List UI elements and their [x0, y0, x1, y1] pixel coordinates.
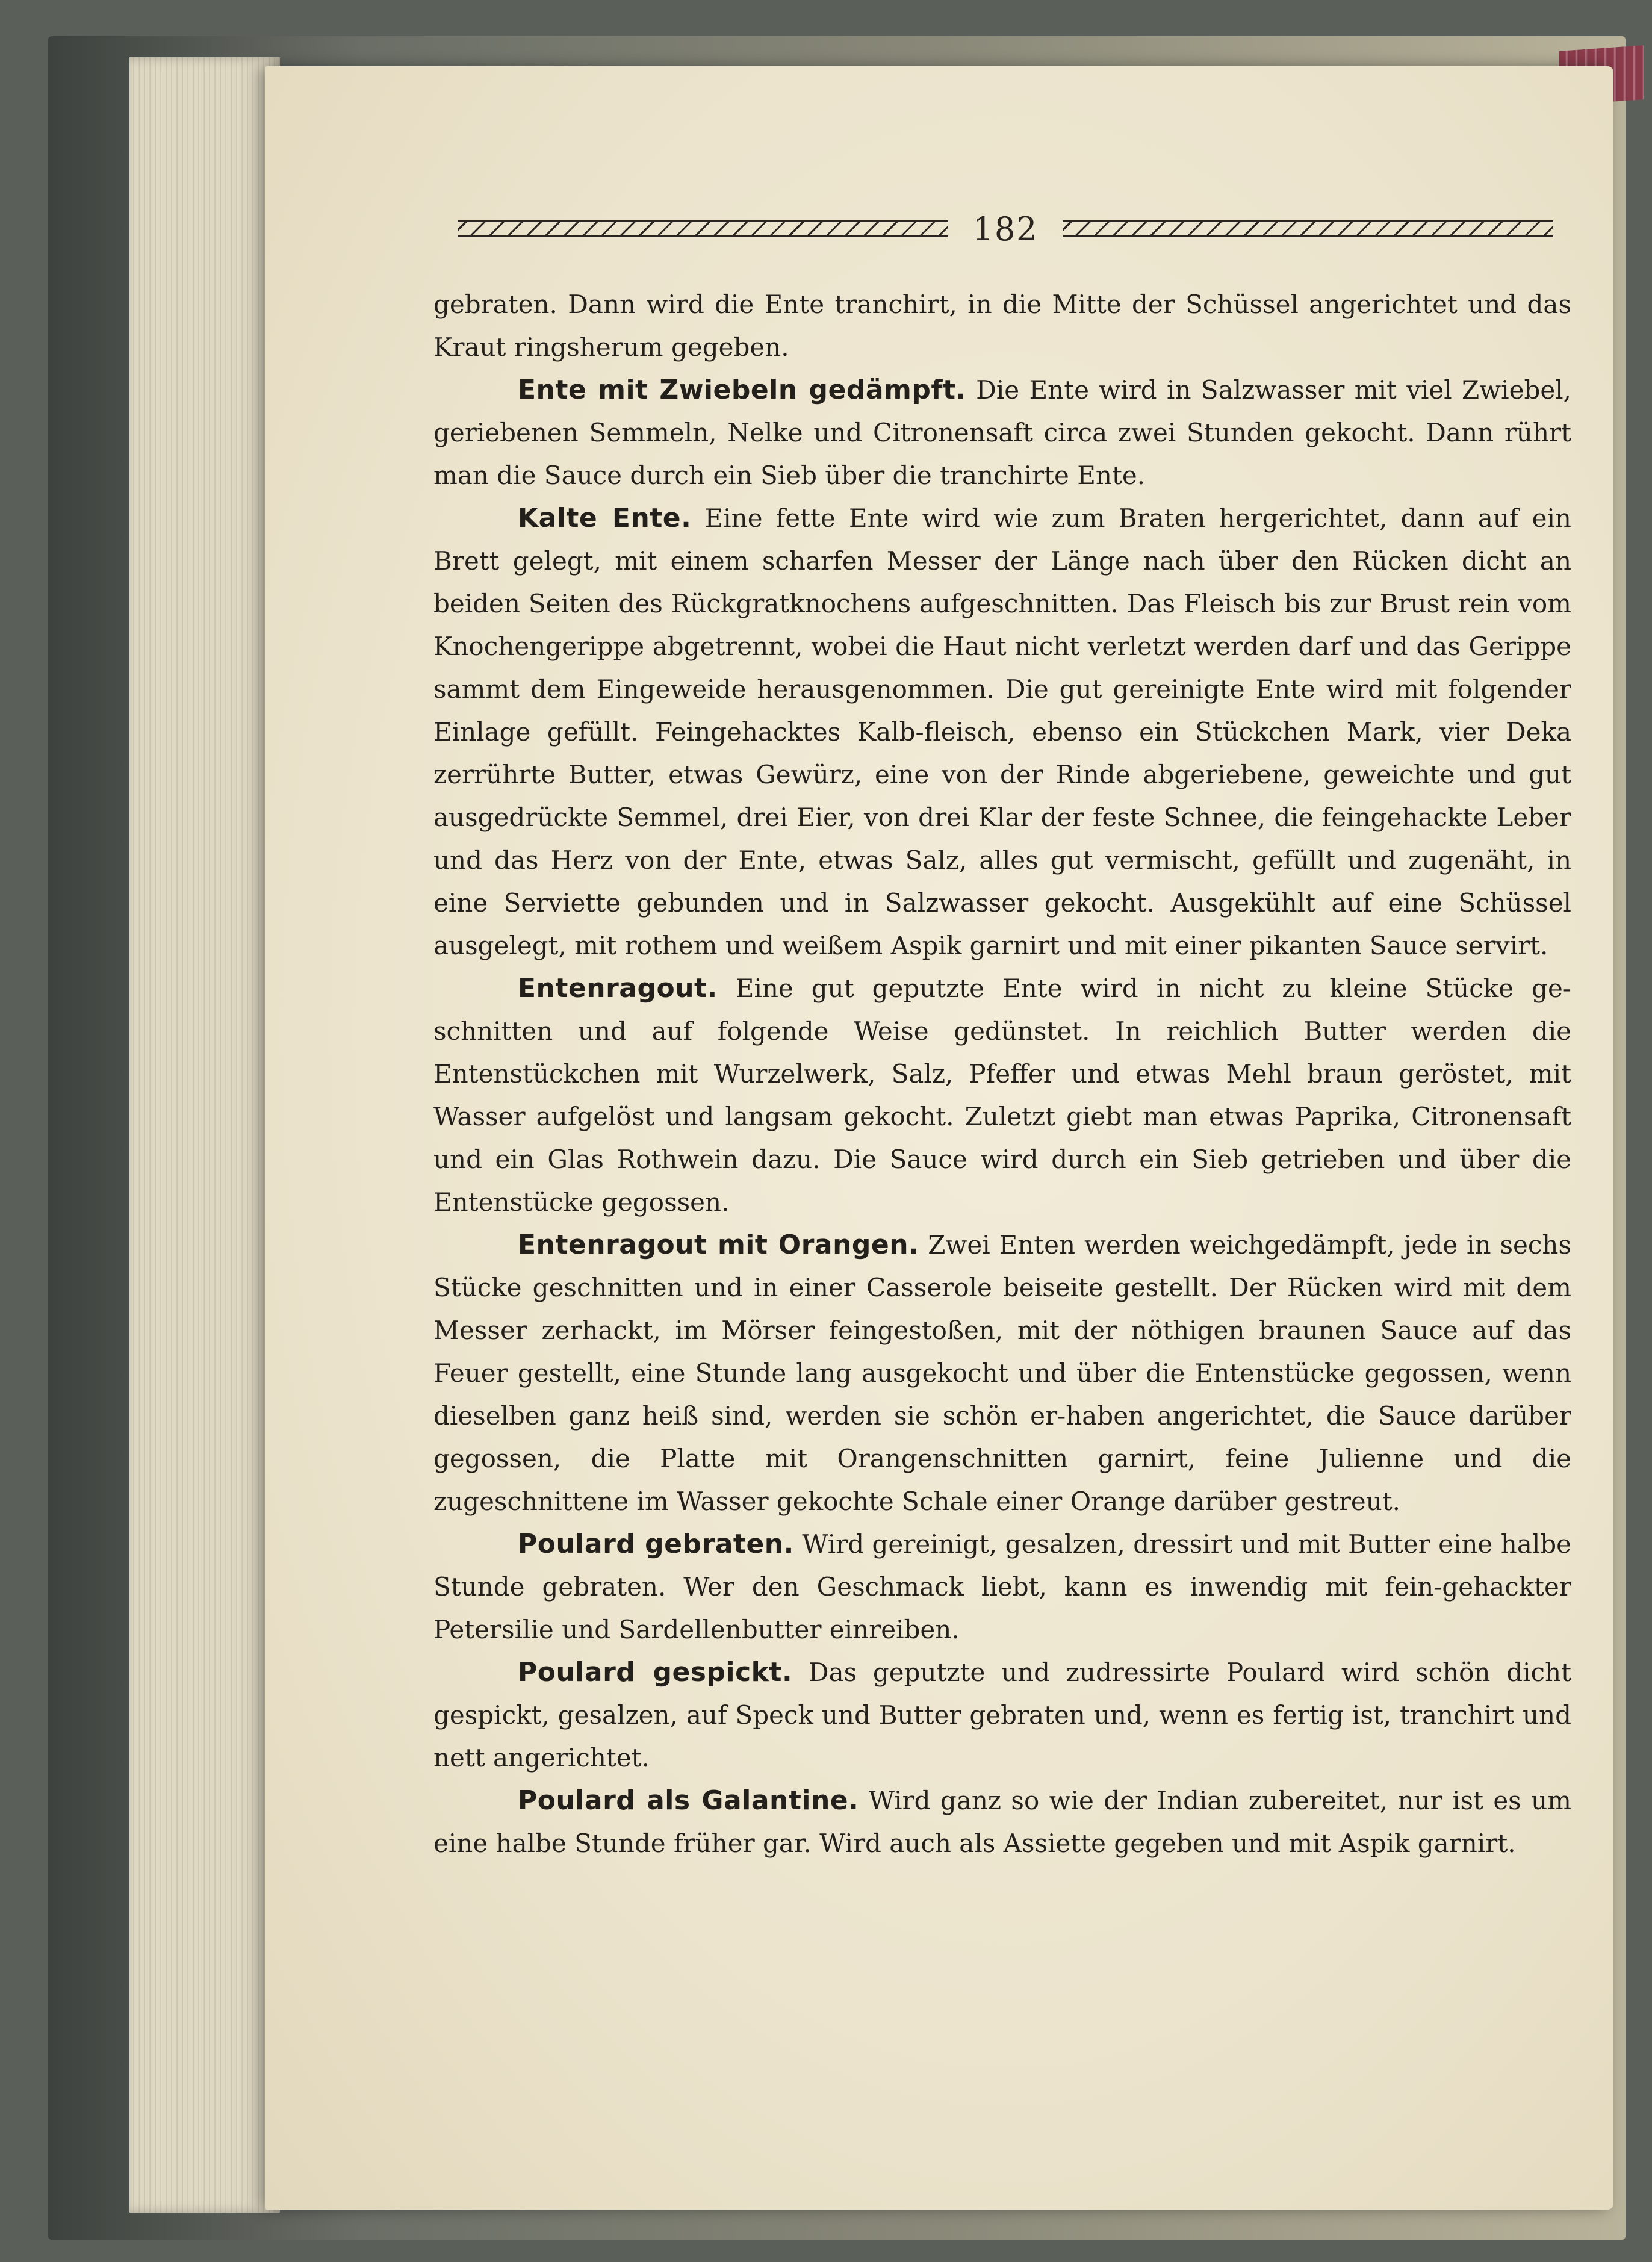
page-header	[433, 205, 1577, 253]
recipe-paragraph	[433, 368, 1571, 497]
recipe-text: Zwei Enten werden weichgedämpft, jede in sechs Stücke geschnitten und in einer Casserole beiseite gestellt. Der Rücken wird mit dem Messer zerhackt, im Mörser feingestoßen, mit der nöthigen braunen Sauce auf das Feuer gestellt, eine Stunde lang ausgekocht und über die Entenstücke gegossen, wenn dieselben ganz heiß sind, werden sie schön er-haben angerichtet, die Sauce darüber gegossen, die Platte mit Orangenschnitten garnirt, feine Julienne und die zugeschnittene im Wasser gekochte Schale einer Orange darüber gestreut.	[433, 1230, 1571, 1516]
recipe-paragraph	[433, 967, 1571, 1223]
recipe-title: Poulard gespickt.	[518, 1657, 793, 1688]
recipe-text: Eine fette Ente wird wie zum Braten hergerichtet, dann auf ein Brett gelegt, mit einem scharfen Messer der Länge nach über den Rücken dicht an beiden Seiten des Rückgratknochens aufgeschnitten. Das Fleisch bis zur Brust rein vom Knochengerippe abgetrennt, wobei die Haut nicht verletzt werden darf und das Gerippe sammt dem Eingeweide herausgenommen. Die gut gereinigte Ente wird mit folgender Einlage gefüllt. Feingehacktes Kalb-fleisch, ebenso ein Stückchen Mark, vier Deka zerrührte Butter, etwas Gewürz, eine von der Rinde abgeriebene, geweichte und gut ausgedrückte Semmel, drei Eier, von drei Klar der feste Schnee, die feingehackte Leber und das Herz von der Ente, etwas Salz, alles gut vermischt, gefüllt und zugenäht, in eine Serviette gebunden und in Salzwasser gekocht. Ausgekühlt auf eine Schüssel ausgelegt, mit rothem und weißem Aspik garnirt und mit einer pikanten Sauce servirt.	[433, 503, 1571, 960]
recipe-title: Ente mit Zwiebeln gedämpft.	[518, 374, 966, 405]
recipe-title: Poulard gebraten.	[518, 1529, 794, 1559]
recipe-paragraph	[433, 497, 1571, 967]
recipe-text: Eine gut geputzte Ente wird in nicht zu kleine Stücke ge-schnitten und auf folgende Weise gedünstet. In reichlich Butter werden die Entenstückchen mit Wurzelwerk, Salz, Pfeffer und etwas Mehl braun geröstet, mit Wasser aufgelöst und langsam gekocht. Zuletzt giebt man etwas Paprika, Citronensaft und ein Glas Rothwein dazu. Die Sauce wird durch ein Sieb getrieben und über die Entenstücke gegossen.	[433, 974, 1571, 1217]
recipe-text: Das geputzte und zudressirte Poulard wird schön dicht gespickt, gesalzen, auf Speck und Butter gebraten und, wenn es fertig ist, tranchirt und nett angerichtet.	[433, 1658, 1571, 1773]
recipe-text: Wird gereinigt, gesalzen, dressirt und mit Butter eine halbe Stunde gebraten. Wer den Geschmack liebt, kann es inwendig mit fein-gehackter Petersilie und Sardellenbutter einreiben.	[433, 1529, 1571, 1644]
header-ornament-right	[1063, 220, 1553, 237]
paragraph-text: gebraten. Dann wird die Ente tranchirt, in die Mitte der Schüssel angerichtet und das Kraut ringsherum gegeben.	[433, 290, 1571, 362]
recipe-paragraph	[433, 1779, 1571, 1865]
recipe-text: Die Ente wird in Salzwasser mit viel Zwiebel, geriebenen Semmeln, Nelke und Citronensaft circa zwei Stunden gekocht. Dann rührt man die Sauce durch ein Sieb über die tranchirte Ente.	[433, 375, 1571, 490]
recipe-paragraph	[433, 1651, 1571, 1779]
recipe-paragraph	[433, 1523, 1571, 1651]
header-ornament-left	[458, 220, 948, 237]
page-edges	[129, 57, 280, 2213]
recipe-title: Kalte Ente.	[518, 503, 692, 533]
page-text	[433, 283, 1571, 1865]
recipe-paragraph	[433, 1223, 1571, 1523]
recipe-title: Entenragout mit Orangen.	[518, 1229, 919, 1260]
paragraph	[433, 283, 1571, 368]
recipe-title: Poulard als Galantine.	[518, 1785, 859, 1816]
page-number: 182	[972, 210, 1039, 248]
recipe-title: Entenragout.	[518, 973, 718, 1004]
recipe-text: Wird ganz so wie der Indian zubereitet, nur ist es um eine halbe Stunde früher gar. Wird auch als Assiette gegeben und mit Aspik garnirt.	[433, 1786, 1571, 1858]
